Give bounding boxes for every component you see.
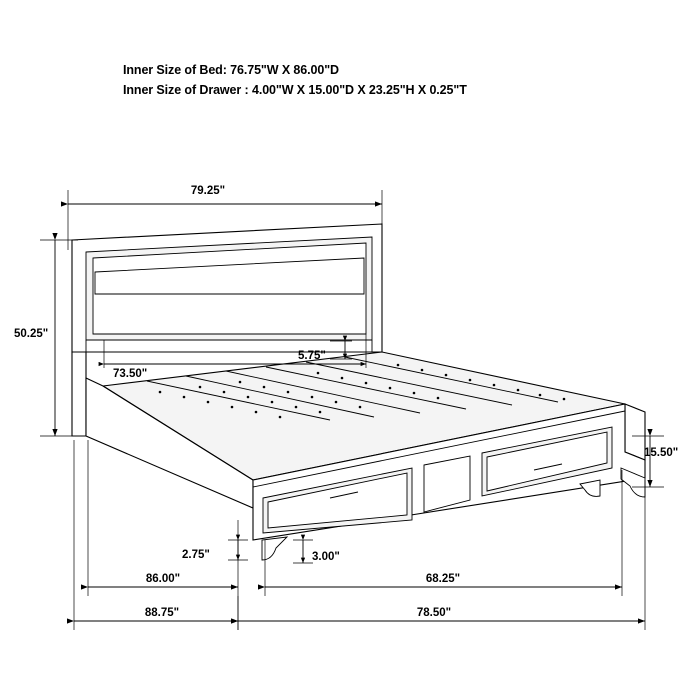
- dim-label-side-length-inner: 86.00": [145, 573, 181, 585]
- dim-label-headboard-inner-width: 73.50": [113, 368, 148, 380]
- dim-drawer-gap: [293, 540, 340, 563]
- dim-label-side-length-outer: 88.75": [144, 607, 180, 619]
- dim-label-footboard-height: 15.50": [644, 447, 679, 459]
- dim-label-rail-drop: 5.75": [298, 350, 326, 362]
- dim-headboard-height: [14, 240, 78, 436]
- inner-size-drawer-text: Inner Size of Drawer : 4.00"W X 15.00"D X 23.25"H X 0.25"T: [123, 83, 467, 97]
- dim-label-drawer-gap: 3.00": [312, 551, 340, 563]
- inner-size-bed-text: Inner Size of Bed: 76.75"W X 86.00"D: [123, 63, 339, 77]
- dim-label-foot-clearance: 2.75": [182, 549, 210, 561]
- right-side-rail: [625, 404, 645, 460]
- dim-label-top-width: 79.25": [190, 185, 226, 197]
- dim-label-footboard-width-outer: 78.50": [416, 607, 452, 619]
- dim-label-headboard-height: 50.25": [14, 328, 49, 340]
- dim-label-footboard-width-inner: 68.25": [425, 573, 461, 585]
